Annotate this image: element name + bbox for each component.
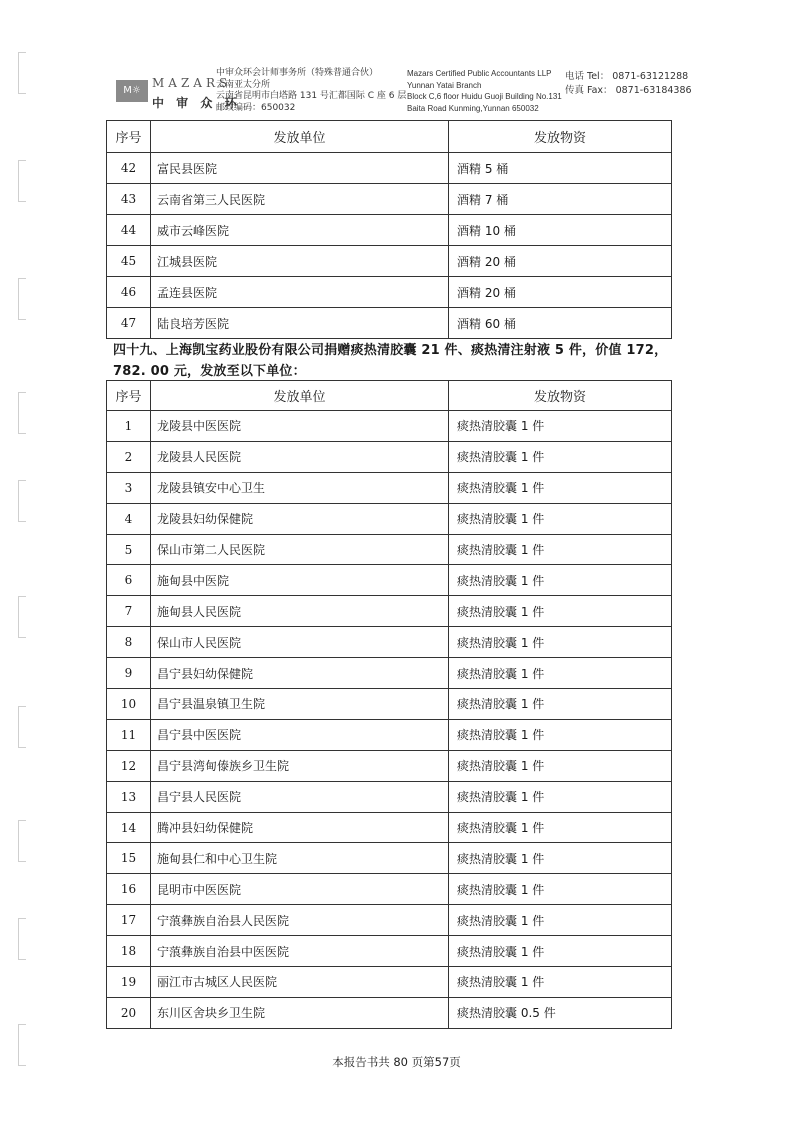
row-item: 痰热清胶囊 1 件 [449,750,672,781]
row-unit: 昌宁县温泉镇卫生院 [151,689,449,720]
table-row [107,411,672,442]
table-row [107,997,672,1028]
binding-mark [18,706,26,748]
row-no: 13 [107,781,151,812]
row-no: 8 [107,627,151,658]
table-header-row [107,381,672,411]
table-row [107,905,672,936]
branch-name-cn: 云南亚太分所 [216,79,271,90]
row-item: 痰热清胶囊 1 件 [449,781,672,812]
firm-address-cn [216,68,406,114]
row-item: 酒精 5 桶 [449,153,672,184]
header-item: 发放物资 [449,381,672,411]
binding-mark [18,596,26,638]
table-row [107,153,672,184]
row-no: 3 [107,472,151,503]
row-no: 46 [107,277,151,308]
row-no: 12 [107,750,151,781]
firm-name-cn: 中审众环会计师事务所（特殊普通合伙） [216,68,379,78]
row-unit: 施甸县中医院 [151,565,449,596]
table-row [107,308,672,339]
row-no: 5 [107,534,151,565]
row-no: 15 [107,843,151,874]
row-no: 43 [107,184,151,215]
table-row [107,441,672,472]
firm-address-en [407,68,562,114]
row-item: 痰热清胶囊 1 件 [449,503,672,534]
address-en-line1: Block C,6 floor Huidu Guoji Building No.131 [407,92,562,101]
row-item: 痰热清胶囊 1 件 [449,874,672,905]
row-unit: 昌宁县中医医院 [151,719,449,750]
table-row [107,627,672,658]
row-unit: 威市云峰医院 [151,215,449,246]
row-item: 酒精 7 桶 [449,184,672,215]
row-no: 9 [107,658,151,689]
row-unit: 宁蒗彝族自治县人民医院 [151,905,449,936]
address-cn: 云南省昆明市白塔路 131 号汇都国际 C 座 6 层 [216,91,407,101]
row-no: 20 [107,997,151,1028]
table-row [107,781,672,812]
row-item: 痰热清胶囊 1 件 [449,596,672,627]
row-item: 痰热清胶囊 1 件 [449,565,672,596]
row-unit: 保山市人民医院 [151,627,449,658]
table-row [107,658,672,689]
table-row [107,689,672,720]
row-unit: 江城县医院 [151,246,449,277]
row-no: 19 [107,967,151,998]
row-unit: 丽江市古城区人民医院 [151,967,449,998]
header-no: 序号 [107,381,151,411]
address-en-line2: Baita Road Kunming,Yunnan 650032 [407,103,539,113]
row-unit: 龙陵县中医医院 [151,411,449,442]
row-unit: 昌宁县妇幼保健院 [151,658,449,689]
row-no: 42 [107,153,151,184]
section-49-title: 四十九、上海凯宝药业股份有限公司捐赠痰热清胶囊 21 件、痰热清注射液 5 件，价值 172，782. 00 元，发放至以下单位： [113,343,668,379]
row-item: 痰热清胶囊 1 件 [449,472,672,503]
table-row [107,874,672,905]
row-item: 痰热清胶囊 1 件 [449,689,672,720]
letterhead [110,62,700,124]
row-no: 1 [107,411,151,442]
table-row [107,215,672,246]
row-no: 6 [107,565,151,596]
row-no: 18 [107,936,151,967]
row-item: 痰热清胶囊 1 件 [449,411,672,442]
row-no: 45 [107,246,151,277]
table-row [107,503,672,534]
row-item: 痰热清胶囊 1 件 [449,719,672,750]
row-item: 痰热清胶囊 1 件 [449,658,672,689]
row-no: 47 [107,308,151,339]
row-unit: 龙陵县妇幼保健院 [151,503,449,534]
table-row [107,936,672,967]
branch-name-en: Yunnan Yatai Branch [407,80,482,90]
row-no: 4 [107,503,151,534]
row-unit: 施甸县仁和中心卫生院 [151,843,449,874]
logo-latin-text: MAZARS [152,76,232,90]
contact-info [565,70,692,98]
row-item: 痰热清胶囊 0.5 件 [449,997,672,1028]
table-row [107,843,672,874]
row-item: 酒精 20 桶 [449,277,672,308]
row-item: 痰热清胶囊 1 件 [449,843,672,874]
mazars-logo-icon: M☼ [116,80,148,102]
row-no: 11 [107,719,151,750]
table-row [107,596,672,627]
row-item: 痰热清胶囊 1 件 [449,627,672,658]
row-unit: 腾冲县妇幼保健院 [151,812,449,843]
row-unit: 保山市第二人民医院 [151,534,449,565]
header-item: 发放物资 [449,121,672,153]
binding-mark [18,918,26,960]
postcode-cn: 邮政编码：650032 [216,102,296,113]
row-unit: 富民县医院 [151,153,449,184]
row-no: 14 [107,812,151,843]
fax: 传真 Fax： 0871-63184386 [565,85,692,96]
row-unit: 宁蒗彝族自治县中医医院 [151,936,449,967]
row-unit: 昌宁县湾甸傣族乡卫生院 [151,750,449,781]
row-no: 7 [107,596,151,627]
telephone: 电话 Tel： 0871-63121288 [565,71,689,82]
row-unit: 昆明市中医医院 [151,874,449,905]
binding-mark [18,52,26,94]
row-item: 酒精 20 桶 [449,246,672,277]
table-row [107,719,672,750]
table-row [107,750,672,781]
distribution-table-continued [106,120,672,339]
row-no: 16 [107,874,151,905]
binding-mark [18,160,26,202]
row-item: 痰热清胶囊 1 件 [449,534,672,565]
row-no: 2 [107,441,151,472]
table-row [107,967,672,998]
table-row [107,472,672,503]
row-unit: 东川区舍块乡卫生院 [151,997,449,1028]
logo-cn-text: 中 审 众 环 [152,96,241,110]
row-item: 痰热清胶囊 1 件 [449,905,672,936]
binding-mark [18,392,26,434]
distribution-table-49 [106,380,672,1029]
row-item: 酒精 60 桶 [449,308,672,339]
binding-mark [18,278,26,320]
table-row [107,277,672,308]
row-item: 痰热清胶囊 1 件 [449,936,672,967]
row-unit: 龙陵县镇安中心卫生 [151,472,449,503]
row-item: 酒精 10 桶 [449,215,672,246]
row-item: 痰热清胶囊 1 件 [449,812,672,843]
table-row [107,812,672,843]
row-no: 17 [107,905,151,936]
row-unit: 陆良培芳医院 [151,308,449,339]
row-unit: 施甸县人民医院 [151,596,449,627]
table-row [107,534,672,565]
table-row [107,565,672,596]
table-row [107,184,672,215]
page-footer: 本报告书共 80 页第57页 [332,1055,461,1069]
row-item: 痰热清胶囊 1 件 [449,967,672,998]
row-no: 10 [107,689,151,720]
header-unit: 发放单位 [151,121,449,153]
row-no: 44 [107,215,151,246]
binding-mark [18,480,26,522]
row-unit: 龙陵县人民医院 [151,441,449,472]
binding-mark [18,820,26,862]
row-unit: 昌宁县人民医院 [151,781,449,812]
row-item: 痰热清胶囊 1 件 [449,441,672,472]
header-no: 序号 [107,121,151,153]
row-unit: 云南省第三人民医院 [151,184,449,215]
table-row [107,246,672,277]
header-unit: 发放单位 [151,381,449,411]
row-unit: 孟连县医院 [151,277,449,308]
table-header-row [107,121,672,153]
firm-name-en: Mazars Certified Public Accountants LLP [407,69,552,78]
